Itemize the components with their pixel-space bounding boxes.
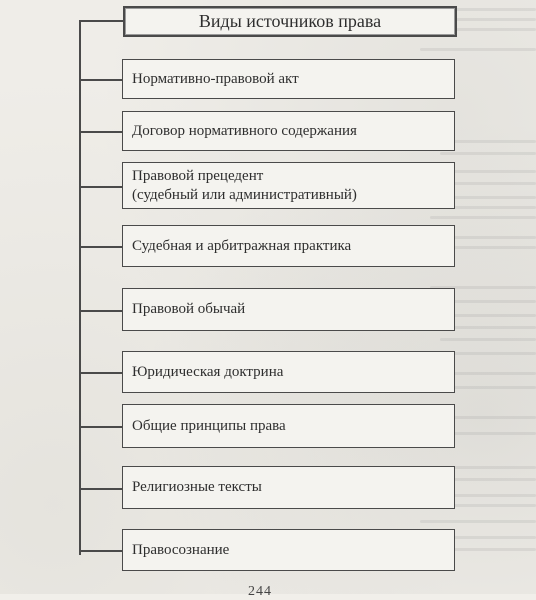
source-type-label: Религиозные тексты: [132, 479, 262, 495]
item-connector: [79, 310, 123, 312]
source-type-label: (судебный или административный): [132, 186, 357, 203]
source-type-label: Правовой прецедент: [132, 167, 264, 184]
source-type-box: [122, 111, 455, 151]
item-connector: [79, 186, 123, 188]
item-connector: [79, 550, 123, 552]
bleed-line: [440, 152, 536, 155]
source-type-label: Юридическая доктрина: [132, 363, 284, 380]
item-connector: [79, 79, 123, 81]
source-type-label: Правосознание: [132, 541, 230, 558]
source-type-box: [122, 529, 455, 571]
source-type-box: [122, 225, 455, 267]
bleed-line: [420, 520, 536, 523]
source-type-label: Судебная и арбитражная практика: [132, 237, 352, 254]
item-connector: [79, 488, 123, 490]
tree-vertical-line: [79, 20, 81, 555]
bleed-line: [440, 338, 536, 341]
bleed-line: [430, 216, 536, 219]
diagram-title: Виды источников права: [198, 11, 382, 31]
source-type-label: Общие принципы права: [132, 417, 286, 434]
source-type-box: [122, 351, 455, 393]
source-type-box: [122, 404, 455, 448]
source-type-box: [122, 59, 455, 99]
diagram-title-box: [123, 6, 457, 37]
source-type-box: [122, 162, 455, 209]
source-type-label: Правовой обычай: [132, 301, 246, 317]
title-connector: [79, 20, 123, 22]
item-connector: [79, 131, 123, 133]
page-number: 244: [248, 584, 272, 599]
bleed-line: [420, 48, 536, 51]
source-type-box: [122, 288, 455, 331]
source-type-box: [122, 466, 455, 509]
source-type-label: Нормативно-правовой акт: [132, 70, 299, 87]
item-connector: [79, 372, 123, 374]
item-connector: [79, 426, 123, 428]
item-connector: [79, 246, 123, 248]
source-type-label: Договор нормативного содержания: [132, 122, 357, 139]
